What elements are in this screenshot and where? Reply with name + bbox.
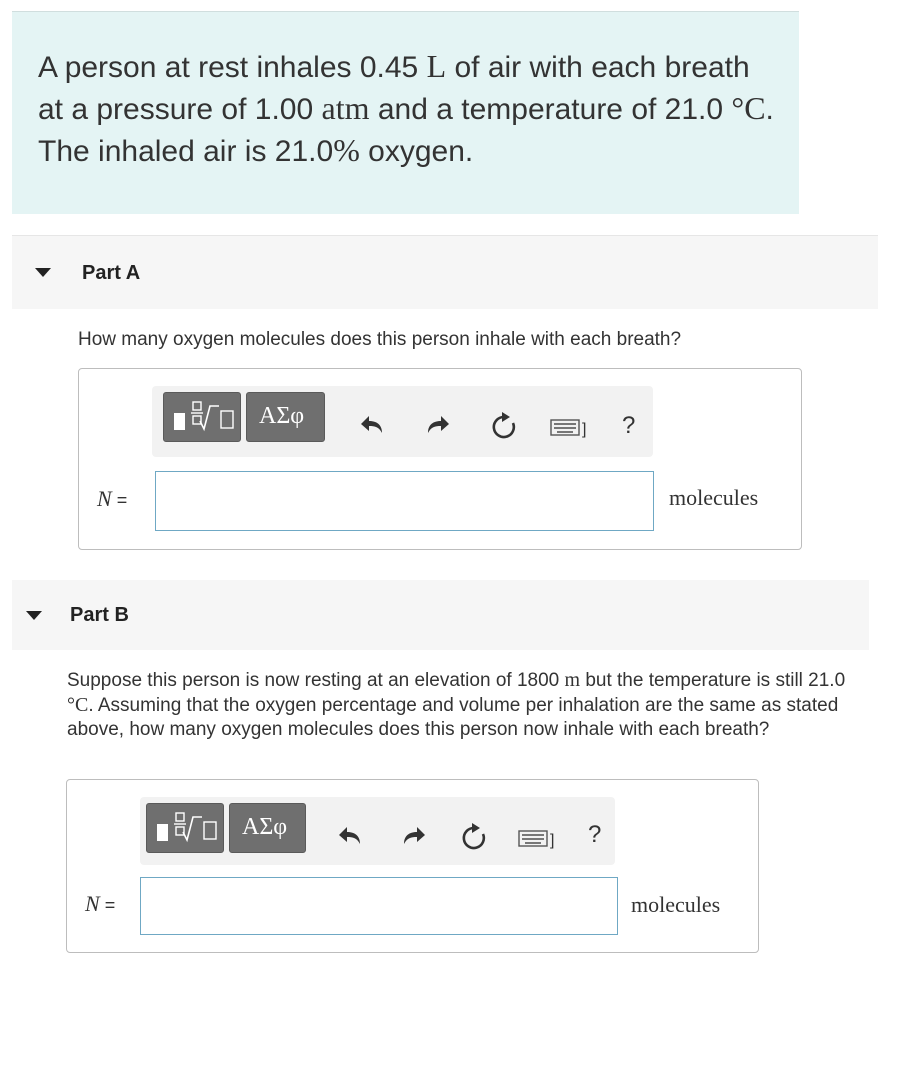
svg-text:]: ] [582, 421, 587, 438]
math-toolbar [152, 386, 653, 457]
undo-icon[interactable] [360, 414, 386, 436]
templates-button[interactable] [163, 392, 241, 442]
part-b-answer-box [66, 779, 759, 953]
answer-input[interactable] [155, 471, 654, 531]
unit-label: molecules [669, 485, 759, 510]
fraction-sqrt-icon [147, 804, 225, 854]
fraction-sqrt-icon [164, 393, 242, 443]
reset-icon[interactable] [490, 412, 518, 440]
templates-button[interactable] [146, 803, 224, 853]
part-b-question: Suppose this person is now resting at an elevation of 1800 m but the temperature is still 21.0 °C. Assuming that the oxygen percentage and volume per inhalation are the same as stated above, how many oxygen molecules does this person now inhale with each breath? [67, 669, 846, 740]
variable-label: N = [97, 486, 128, 511]
collapse-caret-icon[interactable] [26, 611, 42, 620]
svg-text:]: ] [550, 832, 555, 849]
part-b-header[interactable] [12, 580, 869, 650]
reset-icon[interactable] [460, 823, 488, 851]
redo-icon[interactable] [424, 414, 450, 436]
part-a-title: Part A [82, 262, 141, 284]
problem-statement [12, 11, 799, 214]
math-toolbar [140, 797, 615, 865]
greek-symbols-button[interactable]: ΑΣφ [246, 392, 325, 442]
redo-icon[interactable] [400, 825, 426, 847]
keyboard-icon[interactable] [550, 418, 590, 438]
undo-icon[interactable] [338, 825, 364, 847]
answer-input[interactable] [140, 877, 618, 935]
part-b-title: Part B [70, 604, 129, 626]
collapse-caret-icon[interactable] [35, 268, 51, 277]
problem-text: A person at rest inhales 0.45 L of air with each breath at a pressure of 1.00 atm and a temperature of 21.0 °C. The inhaled air is 21.0% oxygen. [38, 48, 774, 168]
greek-symbols-button[interactable]: ΑΣφ [229, 803, 306, 853]
help-icon[interactable]: ? [622, 412, 636, 439]
help-icon[interactable]: ? [588, 821, 602, 848]
part-a-answer-box [78, 368, 802, 550]
unit-label: molecules [631, 892, 721, 917]
part-a-question: How many oxygen molecules does this person inhale with each breath? [78, 329, 682, 350]
variable-label: N = [85, 891, 116, 916]
part-a-header[interactable] [12, 235, 878, 309]
keyboard-icon[interactable] [518, 829, 558, 849]
